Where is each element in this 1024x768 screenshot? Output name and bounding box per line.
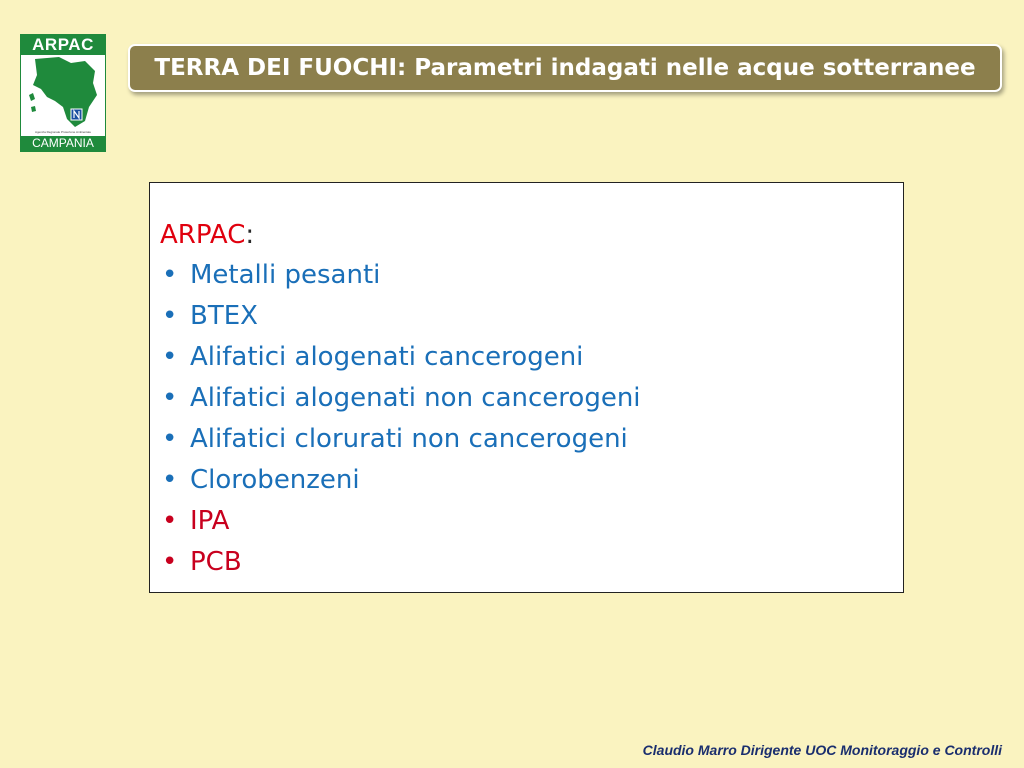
list-item-text: BTEX	[190, 301, 258, 331]
list-item	[160, 337, 903, 378]
campania-map-icon	[25, 55, 101, 131]
content-box	[149, 182, 904, 593]
bullet-icon: •	[162, 424, 178, 454]
list-item-text: Alifatici alogenati non cancerogeni	[190, 383, 641, 413]
logo-agency-text: Agenzia Regionale Protezione Ambientale	[34, 131, 92, 134]
list-item-text: Clorobenzeni	[190, 465, 360, 495]
list-item-text: IPA	[190, 506, 230, 536]
arpac-logo	[20, 34, 106, 152]
list-item	[160, 501, 903, 542]
list-item	[160, 419, 903, 460]
heading-arpac: ARPAC	[160, 220, 246, 250]
bullet-icon: •	[162, 506, 178, 536]
bullet-icon: •	[162, 383, 178, 413]
list-item-text: Alifatici clorurati non cancerogeni	[190, 424, 628, 454]
list-item	[160, 296, 903, 337]
bullet-icon: •	[162, 465, 178, 495]
bullet-icon: •	[162, 547, 178, 577]
logo-bottom-text: CAMPANIA	[21, 136, 105, 151]
list-item-text: Metalli pesanti	[190, 260, 381, 290]
heading-colon: :	[245, 220, 255, 250]
list-item-text: PCB	[190, 547, 242, 577]
logo-top-text: ARPAC	[21, 35, 105, 55]
bullet-icon: •	[162, 342, 178, 372]
slide-title: TERRA DEI FUOCHI: Parametri indagati nelle acque sotterranee	[154, 55, 976, 81]
bullet-icon: •	[162, 301, 178, 331]
list-item	[160, 542, 903, 583]
title-bar	[128, 44, 1002, 92]
parameter-list	[160, 255, 903, 583]
list-item	[160, 255, 903, 296]
list-item	[160, 378, 903, 419]
bullet-icon: •	[162, 260, 178, 290]
list-item	[160, 460, 903, 501]
footer-author: Claudio Marro Dirigente UOC Monitoraggio e Controlli	[642, 742, 1002, 758]
content-heading	[160, 215, 903, 255]
list-item-text: Alifatici alogenati cancerogeni	[190, 342, 584, 372]
